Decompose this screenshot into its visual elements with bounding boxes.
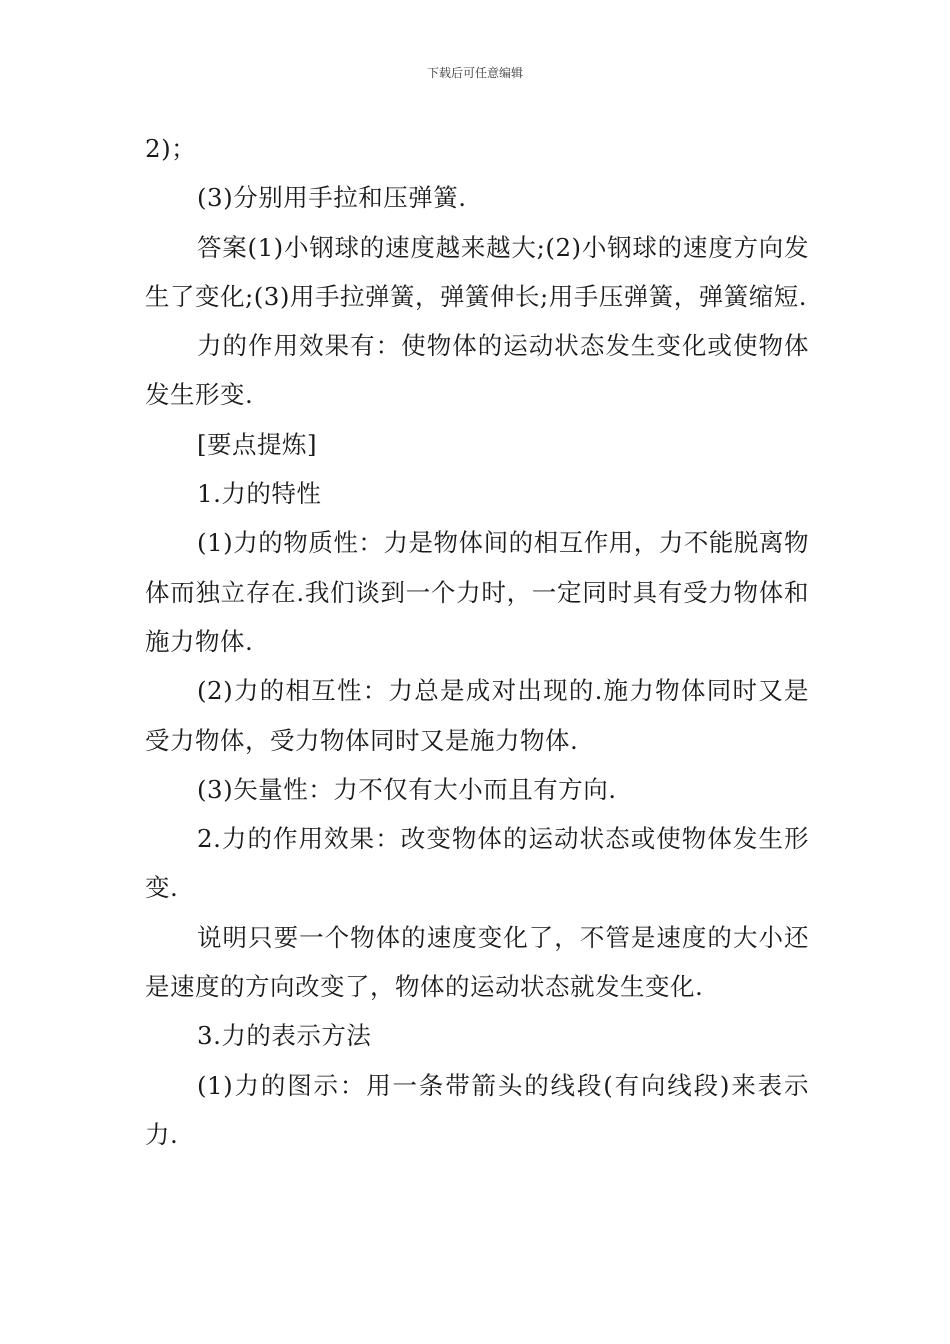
paragraph-continuation: 2)； [145, 134, 197, 163]
paragraph-force-effects: 力的作用效果有：使物体的运动状态发生变化或使物体发生形变. [145, 331, 809, 410]
paragraph-vector-property: (3)矢量性：力不仅有大小而且有方向. [197, 774, 617, 804]
paragraph-material-property: (1)力的物质性：力是物体间的相互作用，力不能脱离物体而独立存在.我们谈到一个力时，一定同时具有受力物体和施力物体. [145, 528, 809, 656]
document-body [145, 124, 809, 1159]
paragraph-item-3: (3)分别用手拉和压弹簧. [197, 183, 467, 213]
paragraph-answer: 答案(1)小钢球的速度越来越大;(2)小钢球的速度方向发生了变化;(3)用手拉弹簧，弹簧伸长;用手压弹簧，弹簧缩短. [145, 232, 809, 311]
paragraph-explanation: 说明只要一个物体的速度变化了，不管是速度的大小还是速度的方向改变了，物体的运动状态就发生变化. [145, 922, 809, 1002]
paragraph-force-diagram: (1)力的图示：用一条带箭头的线段(有向线段)来表示力. [145, 1070, 809, 1149]
page-header: 下载后可任意编辑 [426, 66, 523, 80]
subheading-force-properties: 1.力的特性 [197, 479, 322, 509]
subheading-force-representation: 3.力的表示方法 [197, 1021, 372, 1051]
paragraph-force-effect: 2.力的作用效果：改变物体的运动状态或使物体发生形变. [145, 824, 809, 903]
section-heading-key-points: [要点提炼] [197, 429, 318, 459]
paragraph-mutual-property: (2)力的相互性：力总是成对出现的.施力物体同时又是受力物体，受力物体同时又是施力物体. [145, 676, 809, 755]
